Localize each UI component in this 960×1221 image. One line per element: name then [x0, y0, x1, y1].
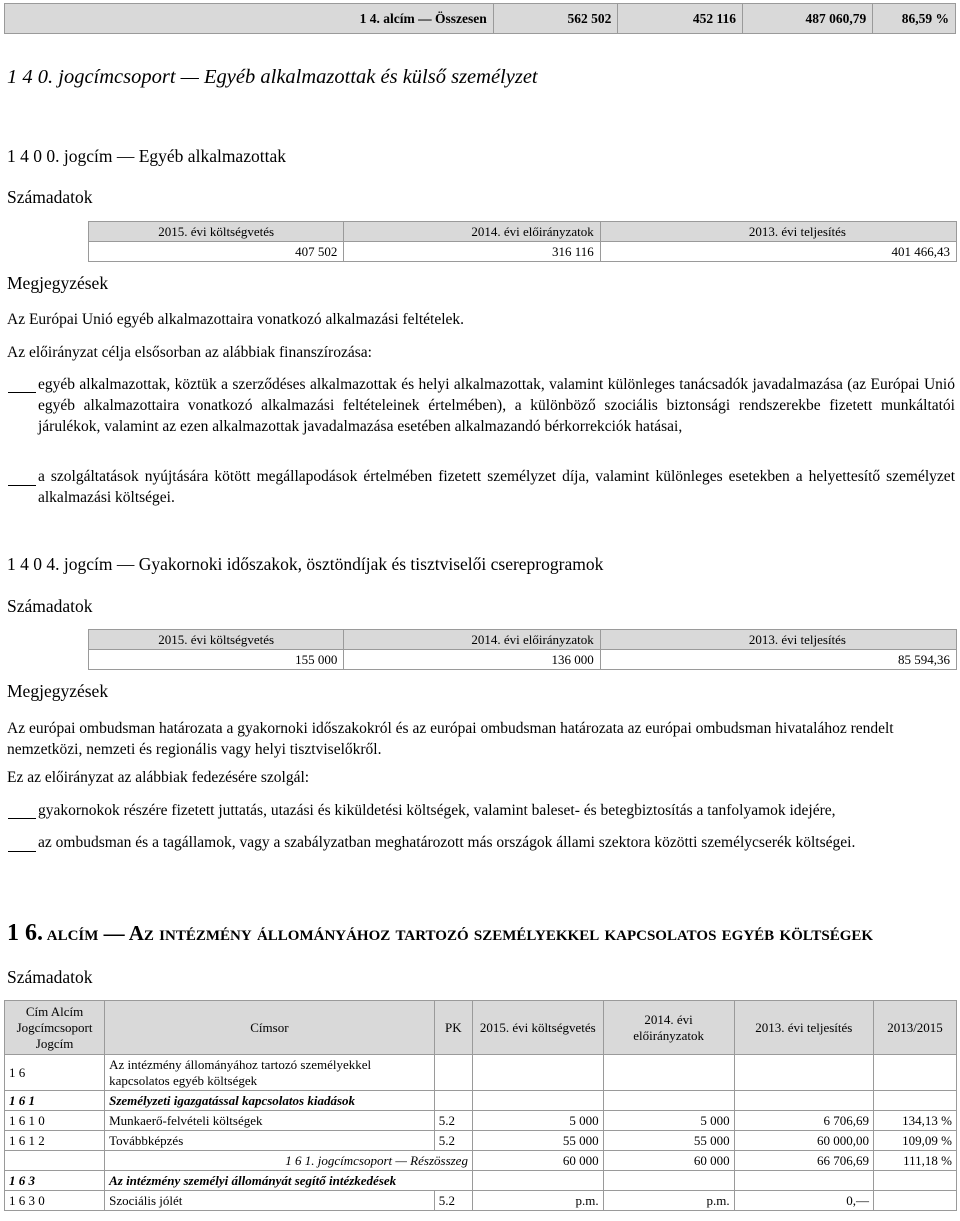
bullet-dash: [8, 843, 36, 860]
row-ratio: [874, 1191, 957, 1211]
row-2014: p.m.: [603, 1191, 734, 1211]
table-header-row: [5, 1001, 957, 1055]
row-code: 1 6 1 2: [5, 1131, 105, 1151]
row-title: Az intézmény személyi állományát segítő intézkedések: [105, 1171, 473, 1191]
figures-label: Számadatok: [7, 967, 93, 987]
row-ratio: 134,13 %: [874, 1111, 957, 1131]
table-row-subtotal: [5, 1151, 957, 1171]
row-code: 1 6 3 0: [5, 1191, 105, 1211]
row-2013: 66 706,69: [734, 1151, 873, 1171]
bullet-text: gyakornokok részére fizetett juttatás, utazási és kiküldetési költségek, valamint baleset- és betegbiztosítás a tanfolyamok idejére,: [38, 802, 836, 819]
figures-header-2013: 2013. évi teljesítés: [600, 222, 956, 242]
row-2013: [734, 1091, 873, 1111]
header-2015: 2015. évi költségvetés: [472, 1001, 603, 1055]
header-ratio: 2013/2015: [874, 1001, 957, 1055]
row-title: Továbbképzés: [105, 1131, 435, 1151]
bullet-dash: [8, 384, 36, 401]
paragraph: Ez az előirányzat az alábbiak fedezésére szolgál:: [7, 769, 310, 786]
subheading-number: 1 6.: [7, 920, 43, 946]
row-code: 1 6: [5, 1055, 105, 1091]
row-2014: [603, 1091, 734, 1111]
row-title: Szociális jólét: [105, 1191, 435, 1211]
header-code: Cím Alcím Jogcímcsoport Jogcím: [5, 1001, 105, 1055]
row-2014: [603, 1171, 734, 1191]
bullet-text: az ombudsman és a tagállamok, vagy a szabályzatban meghatározott más országok állami szektora közötti személycserék költségei.: [38, 834, 856, 851]
row-pk: 5.2: [434, 1111, 472, 1131]
row-ratio: 111,18 %: [874, 1151, 957, 1171]
article-1404-title: 1 4 0 4. jogcím — Gyakornoki időszakok, ösztöndíjak és tisztviselői csereprogramok: [7, 554, 604, 574]
row-pk: 5.2: [434, 1131, 472, 1151]
row-2015: p.m.: [472, 1191, 603, 1211]
table-row: [5, 1091, 957, 1111]
figures-label: Számadatok: [7, 187, 93, 207]
header-2014: 2014. évi előirányzatok: [603, 1001, 734, 1055]
figures-header-row: [89, 630, 957, 650]
figures-header-2014: 2014. évi előirányzatok: [344, 630, 600, 650]
row-pk: [434, 1055, 472, 1091]
notes-label: Megjegyzések: [7, 273, 109, 293]
row-ratio: [874, 1055, 957, 1091]
paragraph: Az Európai Unió egyéb alkalmazottaira vonatkozó alkalmazási feltételek.: [7, 311, 465, 328]
row-title: 1 6 1. jogcímcsoport — Részösszeg: [105, 1151, 473, 1171]
subheading-text: alcím — Az intézmény állományához tartozó személyekkel kapcsolatos egyéb költségek: [46, 921, 874, 945]
paragraph: Az előirányzat célja elsősorban az alábbiak finanszírozása:: [7, 344, 372, 361]
bullet-dash: [8, 810, 36, 827]
section-total-2015: 562 502: [493, 4, 618, 34]
article-1400-figures-table: [88, 221, 957, 262]
row-code: [5, 1151, 105, 1171]
row-pk: [434, 1091, 472, 1111]
group-title: 1 4 0. jogcímcsoport — Egyéb alkalmazottak és külső személyzet: [7, 66, 538, 88]
row-title: Munkaerő-felvételi költségek: [105, 1111, 435, 1131]
row-2013: 0,—: [734, 1191, 873, 1211]
row-2015: 5 000: [472, 1111, 603, 1131]
row-code: 1 6 3: [5, 1171, 105, 1191]
table-row: [5, 1131, 957, 1151]
figures-header-2013: 2013. évi teljesítés: [600, 630, 956, 650]
row-2014: 5 000: [603, 1111, 734, 1131]
article-1400-title: 1 4 0 0. jogcím — Egyéb alkalmazottak: [7, 146, 286, 166]
figures-value-row: [89, 650, 957, 670]
section-total-table: [4, 3, 956, 34]
bullet-dash: [8, 477, 36, 494]
table-row: [5, 1191, 957, 1211]
article-1404-figures-table: [88, 629, 957, 670]
row-2013: [734, 1055, 873, 1091]
figures-value-2013: 85 594,36: [600, 650, 956, 670]
figures-value-2014: 136 000: [344, 650, 600, 670]
row-2015: [472, 1055, 603, 1091]
row-2014: 60 000: [603, 1151, 734, 1171]
section-total-2013: 487 060,79: [743, 4, 873, 34]
row-ratio: [874, 1171, 957, 1191]
figures-header-row: [89, 222, 957, 242]
row-ratio: 109,09 %: [874, 1131, 957, 1151]
row-2015: 60 000: [472, 1151, 603, 1171]
figures-header-2014: 2014. évi előirányzatok: [344, 222, 600, 242]
row-2013: 60 000,00: [734, 1131, 873, 1151]
bullet-text: a szolgáltatások nyújtására kötött megállapodások értelmében fizetett személyzet díja, valamint különleges esetekben a helyettesítő személyzet alkalmazási költségei.: [38, 468, 955, 506]
row-2013: [734, 1171, 873, 1191]
figures-header-2015: 2015. évi költségvetés: [89, 630, 344, 650]
row-pk: 5.2: [434, 1191, 472, 1211]
row-2013: 6 706,69: [734, 1111, 873, 1131]
figures-value-2015: 407 502: [89, 242, 344, 262]
figures-value-row: [89, 242, 957, 262]
row-2014: 55 000: [603, 1131, 734, 1151]
row-2015: 55 000: [472, 1131, 603, 1151]
notes-label: Megjegyzések: [7, 681, 109, 701]
row-2015: [472, 1091, 603, 1111]
subheading-16-title: [7, 920, 873, 947]
section-total-label: 1 4. alcím — Összesen: [5, 4, 494, 34]
figures-header-2015: 2015. évi költségvetés: [89, 222, 344, 242]
figures-value-2015: 155 000: [89, 650, 344, 670]
figures-value-2013: 401 466,43: [600, 242, 956, 262]
header-2013: 2013. évi teljesítés: [734, 1001, 873, 1055]
subheading-16-table: [4, 1000, 957, 1211]
figures-label: Számadatok: [7, 596, 93, 616]
bullet-text: egyéb alkalmazottak, köztük a szerződéses alkalmazottak és helyi alkalmazottak, valamint különleges tanácsadók javadalmazása (az Európai Unió egyéb alkalmazottaira vonatkozó alkalmazási feltételeinek értelmében), a különböző szociális biztonsági rendszerekbe fizetett munkáltatói járulékok, valamint az ezen alkalmazottak javadalmazása esetében alkalmazandó bérkorrekciók hatásai,: [38, 376, 955, 435]
row-code: 1 6 1 0: [5, 1111, 105, 1131]
section-total-row: [5, 4, 956, 34]
header-title: Címsor: [105, 1001, 435, 1055]
table-row: [5, 1055, 957, 1091]
row-title: Az intézmény állományához tartozó személyekkel kapcsolatos egyéb költségek: [105, 1055, 435, 1091]
row-title: Személyzeti igazgatással kapcsolatos kiadások: [105, 1091, 435, 1111]
row-code: 1 6 1: [5, 1091, 105, 1111]
figures-value-2014: 316 116: [344, 242, 600, 262]
row-ratio: [874, 1091, 957, 1111]
section-total-pct: 86,59 %: [873, 4, 956, 34]
paragraph: Az európai ombudsman határozata a gyakornoki időszakokról és az európai ombudsman határozata az európai ombudsman hivatalához rendelt nemzetközi, nemzeti és regionális vagy helyi tisztviselőkről.: [7, 720, 894, 758]
table-row: [5, 1171, 957, 1191]
row-2014: [603, 1055, 734, 1091]
section-total-2014: 452 116: [618, 4, 743, 34]
table-row: [5, 1111, 957, 1131]
row-2015: [472, 1171, 603, 1191]
header-pk: PK: [434, 1001, 472, 1055]
